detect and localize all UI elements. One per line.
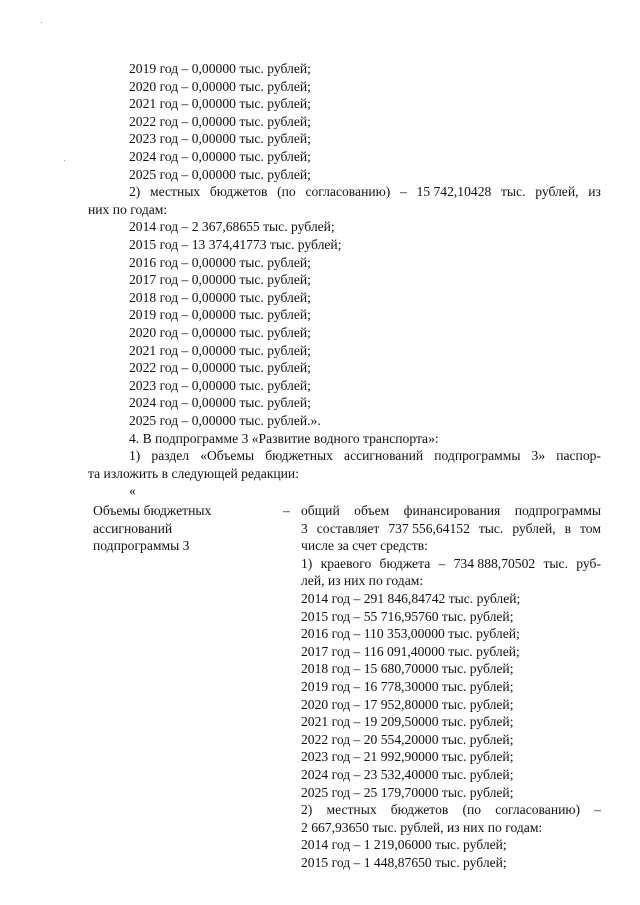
year-line: 2025 год – 0,00000 тыс. рублей; — [129, 166, 311, 182]
word: согласованию) — [305, 184, 391, 200]
word: подпрограммы — [434, 448, 521, 464]
year-line: 2015 год – 13 374,41773 тыс. рублей; — [129, 237, 342, 252]
word: (по — [277, 184, 296, 200]
word: 2) — [301, 802, 313, 818]
local-year-line: 2014 год – 1 219,06000 тыс. рублей; — [301, 837, 507, 853]
local-budget-line — [129, 183, 601, 201]
year-line: 2024 год – 0,00000 тыс. рублей; — [129, 395, 311, 411]
word: местных — [326, 802, 377, 818]
word: краевого — [320, 555, 372, 571]
year-line: 2024 год – 0,00000 тыс. рублей; — [129, 149, 311, 164]
word: паспор- — [556, 448, 601, 464]
regional-year-line: 2024 год – 23 532,40000 тыс. рублей; — [301, 767, 514, 782]
table-left-label: подпрограммы 3 — [93, 538, 190, 554]
word: финансирования — [403, 503, 501, 518]
year-line: 2020 год – 0,00000 тыс. рублей; — [129, 78, 311, 94]
word: руб- — [576, 555, 601, 571]
regional-year-line: 2019 год – 16 778,30000 тыс. рублей; — [301, 679, 514, 694]
word: – — [438, 555, 446, 571]
word: бюджетов — [209, 184, 268, 200]
table-left-label: ассигнований — [93, 520, 173, 536]
word: согласованию) — [495, 802, 581, 818]
word: том — [580, 520, 601, 536]
regional-year-line: 2014 год – 291 846,84742 тыс. рублей; — [301, 591, 521, 606]
word: бюджета — [379, 555, 431, 571]
word: подпрограммы — [514, 503, 601, 518]
scan-speck — [41, 22, 42, 23]
word: из — [588, 184, 601, 200]
year-line: 2023 год – 0,00000 тыс. рублей; — [129, 131, 311, 147]
word: рублей, — [535, 184, 579, 200]
word: рублей, — [512, 520, 556, 536]
year-line: 2022 год – 0,00000 тыс. рублей; — [129, 360, 311, 376]
regional-year-line: 2021 год – 19 209,50000 тыс. рублей; — [301, 714, 514, 730]
year-line: 2019 год – 0,00000 тыс. рублей; — [129, 307, 311, 323]
table-right-line: числе за счет средств: — [301, 538, 428, 554]
year-line: 2016 год – 0,00000 тыс. рублей; — [129, 254, 311, 270]
word: тыс. — [478, 520, 504, 536]
scan-speck — [64, 160, 65, 161]
word: объем — [354, 503, 390, 518]
year-line: 2022 год – 0,00000 тыс. рублей; — [129, 113, 311, 129]
regional-budget-line-cont: лей, из них по годам: — [301, 573, 424, 589]
word: 3» — [531, 448, 546, 464]
regional-year-line: 2015 год – 55 716,95760 тыс. рублей; — [301, 608, 514, 624]
regional-year-line: 2016 год – 110 353,00000 тыс. рублей; — [301, 626, 520, 642]
year-line: 2014 год – 2 367,68655 тыс. рублей; — [129, 219, 335, 235]
local-budget-line-cont: 2 667,93650 тыс. рублей, из них по годам: — [301, 819, 543, 835]
word: местных — [150, 184, 201, 200]
word: (по — [462, 802, 482, 818]
word: 1) — [129, 448, 141, 464]
table-right-line — [301, 520, 601, 538]
year-line: 2019 год – 0,00000 тыс. рублей; — [129, 61, 311, 76]
word: в — [564, 520, 572, 536]
year-line: 2021 год – 0,00000 тыс. рублей; — [129, 96, 311, 112]
word: тыс. — [500, 184, 526, 200]
word: раздел — [151, 448, 190, 464]
section-item-line-cont: та изложить в следующей редакции: — [88, 465, 299, 481]
word: 15 742,10428 — [416, 184, 492, 200]
word: – — [594, 802, 601, 818]
local-budget-line-cont: них по годам: — [88, 201, 168, 217]
regional-year-line: 2023 год – 21 992,90000 тыс. рублей; — [301, 749, 514, 765]
regional-year-line: 2018 год – 15 680,70000 тыс. рублей; — [301, 661, 514, 677]
open-quote: « — [129, 483, 136, 499]
word: 1) — [301, 555, 313, 571]
year-line: 2023 год – 0,00000 тыс. рублей; — [129, 377, 311, 393]
regional-year-line: 2022 год – 20 554,20000 тыс. рублей; — [301, 731, 514, 747]
table-left-label: Объемы бюджетных — [93, 503, 212, 518]
year-line: 2020 год – 0,00000 тыс. рублей; — [129, 325, 311, 340]
word: составляет — [316, 520, 380, 536]
table-dash: – — [283, 503, 290, 518]
local-budget-line — [301, 801, 601, 819]
word: тыс. — [543, 555, 568, 571]
year-line: 2025 год – 0,00000 тыс. рублей.». — [129, 413, 321, 428]
year-line: 2018 год – 0,00000 тыс. рублей; — [129, 289, 311, 305]
section-item-line — [129, 447, 601, 465]
section-heading: 4. В подпрограмме 3 «Развитие водного транспорта»: — [129, 430, 439, 446]
word: бюджетов — [390, 802, 449, 818]
word: 2) — [129, 184, 141, 200]
word: 737 556,64152 — [388, 520, 470, 536]
year-line: 2021 год – 0,00000 тыс. рублей; — [129, 342, 311, 358]
regional-year-line: 2020 год – 17 952,80000 тыс. рублей; — [301, 696, 514, 712]
regional-year-line: 2025 год – 25 179,70000 тыс. рублей; — [301, 784, 514, 800]
word: – — [400, 184, 407, 200]
year-line: 2017 год – 0,00000 тыс. рублей; — [129, 272, 311, 288]
word: «Объемы — [200, 448, 255, 464]
regional-year-line: 2017 год – 116 091,40000 тыс. рублей; — [301, 643, 520, 659]
word: бюджетных — [265, 448, 333, 464]
local-year-line: 2015 год – 1 448,87650 тыс. рублей; — [301, 855, 507, 870]
word: ассигнований — [344, 448, 424, 464]
regional-budget-line — [301, 555, 601, 573]
word: общий — [301, 503, 340, 518]
word: 734 888,70502 — [453, 555, 536, 571]
word: 3 — [301, 520, 308, 536]
table-right-line — [301, 502, 601, 520]
